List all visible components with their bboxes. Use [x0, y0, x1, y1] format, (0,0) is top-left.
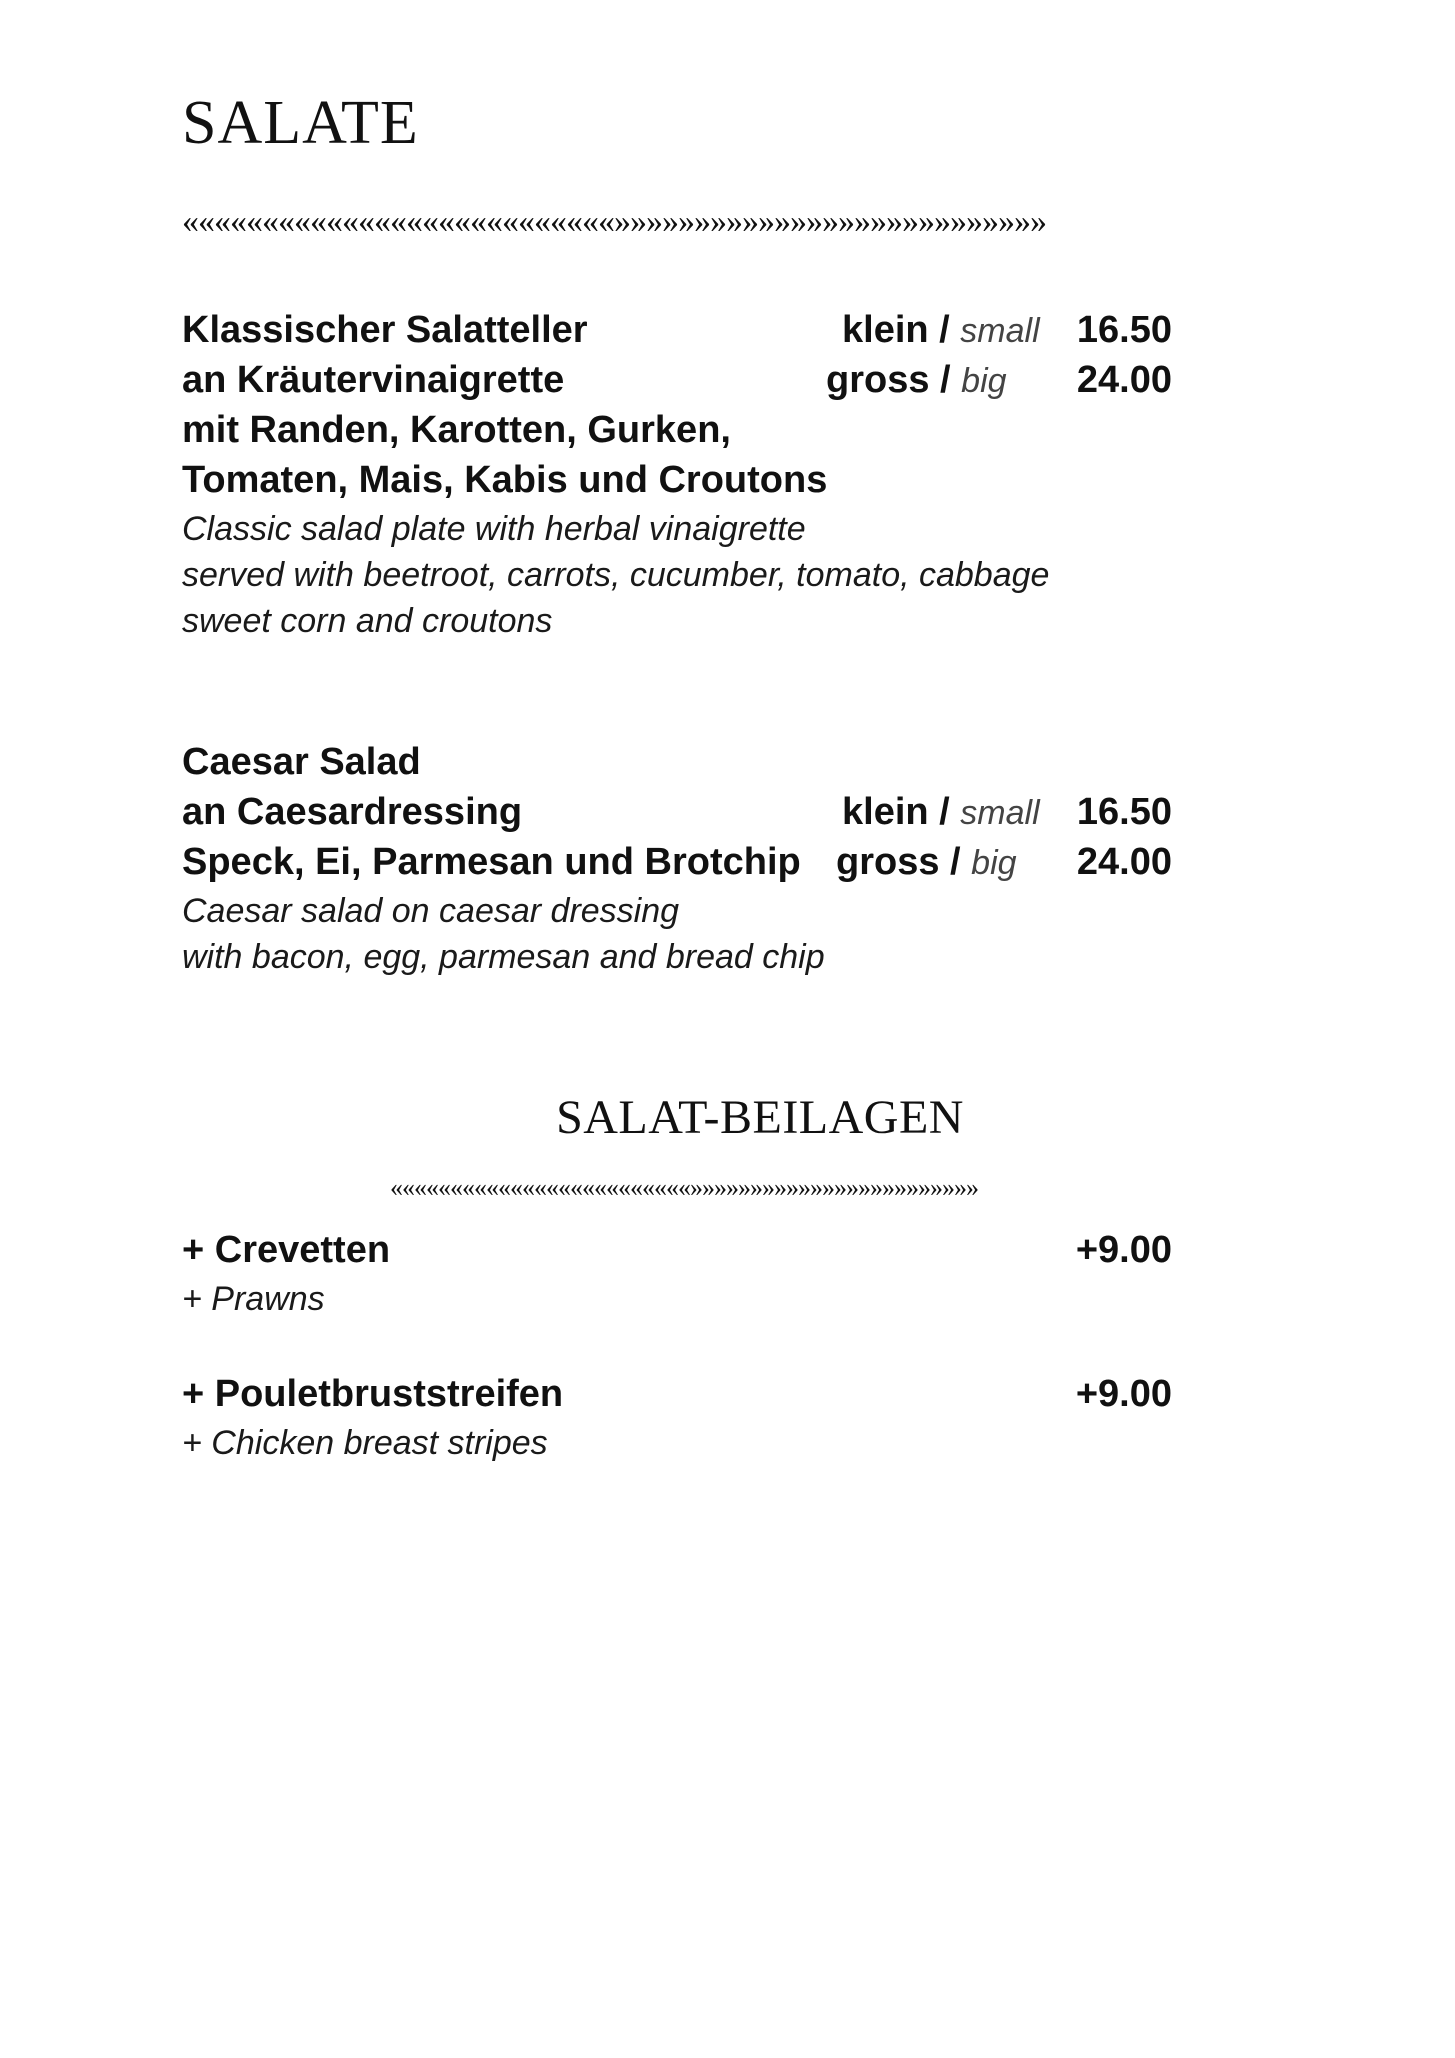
salad-2-price-big: 24.00	[1076, 841, 1172, 883]
salad-2-dressing-line	[182, 788, 1172, 836]
salad-2-size-small	[842, 788, 1040, 837]
size-label-en: small	[960, 312, 1040, 350]
salad-1-title: Klassischer Salatteller	[182, 309, 588, 351]
salad-2-dressing: an Caesardressing	[182, 791, 523, 833]
size-label-en: big	[971, 844, 1017, 882]
salad-1-dressing-line	[182, 356, 1172, 404]
salad-1-description-en: served with beetroot, carrots, cucumber, tomato, cabbage	[182, 556, 1050, 594]
addon-2-name: + Pouletbruststreifen	[182, 1373, 564, 1415]
salad-2-size-big	[836, 838, 1017, 887]
size-label-de: gross /	[836, 841, 961, 883]
size-label-de: klein /	[842, 791, 950, 833]
addon-1-name: + Crevetten	[182, 1229, 391, 1271]
section-subtitle: SALAT-BEILAGEN	[556, 1091, 964, 1144]
salad-1-price-small: 16.50	[1076, 309, 1172, 351]
salad-1-name-line	[182, 306, 1172, 354]
addon-2-line	[182, 1370, 1172, 1418]
addon-1-name-en: + Prawns	[182, 1280, 325, 1318]
salad-2-description-en: Caesar salad on caesar dressing	[182, 892, 680, 930]
salad-2-price-small: 16.50	[1076, 791, 1172, 833]
salad-1-ingredients-line: mit Randen, Karotten, Gurken,	[182, 409, 731, 451]
salad-2-ingredients-line	[182, 838, 1172, 886]
salad-2-description-en: with bacon, egg, parmesan and bread chip	[182, 938, 825, 976]
salad-1-description-en: sweet corn and croutons	[182, 602, 553, 640]
addon-2-price: +9.00	[1075, 1373, 1172, 1415]
decorative-divider: «««««««««««««««««««««««««»»»»»»»»»»»»»»»»»»»»»»»»	[390, 1175, 978, 1201]
salad-2-title: Caesar Salad	[182, 741, 421, 783]
addon-2-name-en: + Chicken breast stripes	[182, 1424, 548, 1462]
decorative-divider: «««««««««««««««««««««««««««»»»»»»»»»»»»»»»»»»»»»»»»»»»	[182, 205, 1046, 239]
salad-1-size-big	[826, 356, 1007, 405]
salad-1-description-en: Classic salad plate with herbal vinaigrette	[182, 510, 806, 548]
size-label-en: big	[961, 362, 1007, 400]
size-label-en: small	[960, 794, 1040, 832]
size-label-de: klein /	[842, 309, 950, 351]
salad-1-dressing: an Kräutervinaigrette	[182, 359, 565, 401]
size-label-de: gross /	[826, 359, 951, 401]
salad-1-price-big: 24.00	[1076, 359, 1172, 401]
salad-2-ingredients: Speck, Ei, Parmesan und Brotchip	[182, 841, 801, 883]
addon-1-price: +9.00	[1075, 1229, 1172, 1271]
salad-1-size-small	[842, 306, 1040, 355]
page-title: SALATE	[182, 89, 419, 157]
salad-1-ingredients-line: Tomaten, Mais, Kabis und Croutons	[182, 459, 828, 501]
addon-1-line	[182, 1226, 1172, 1274]
